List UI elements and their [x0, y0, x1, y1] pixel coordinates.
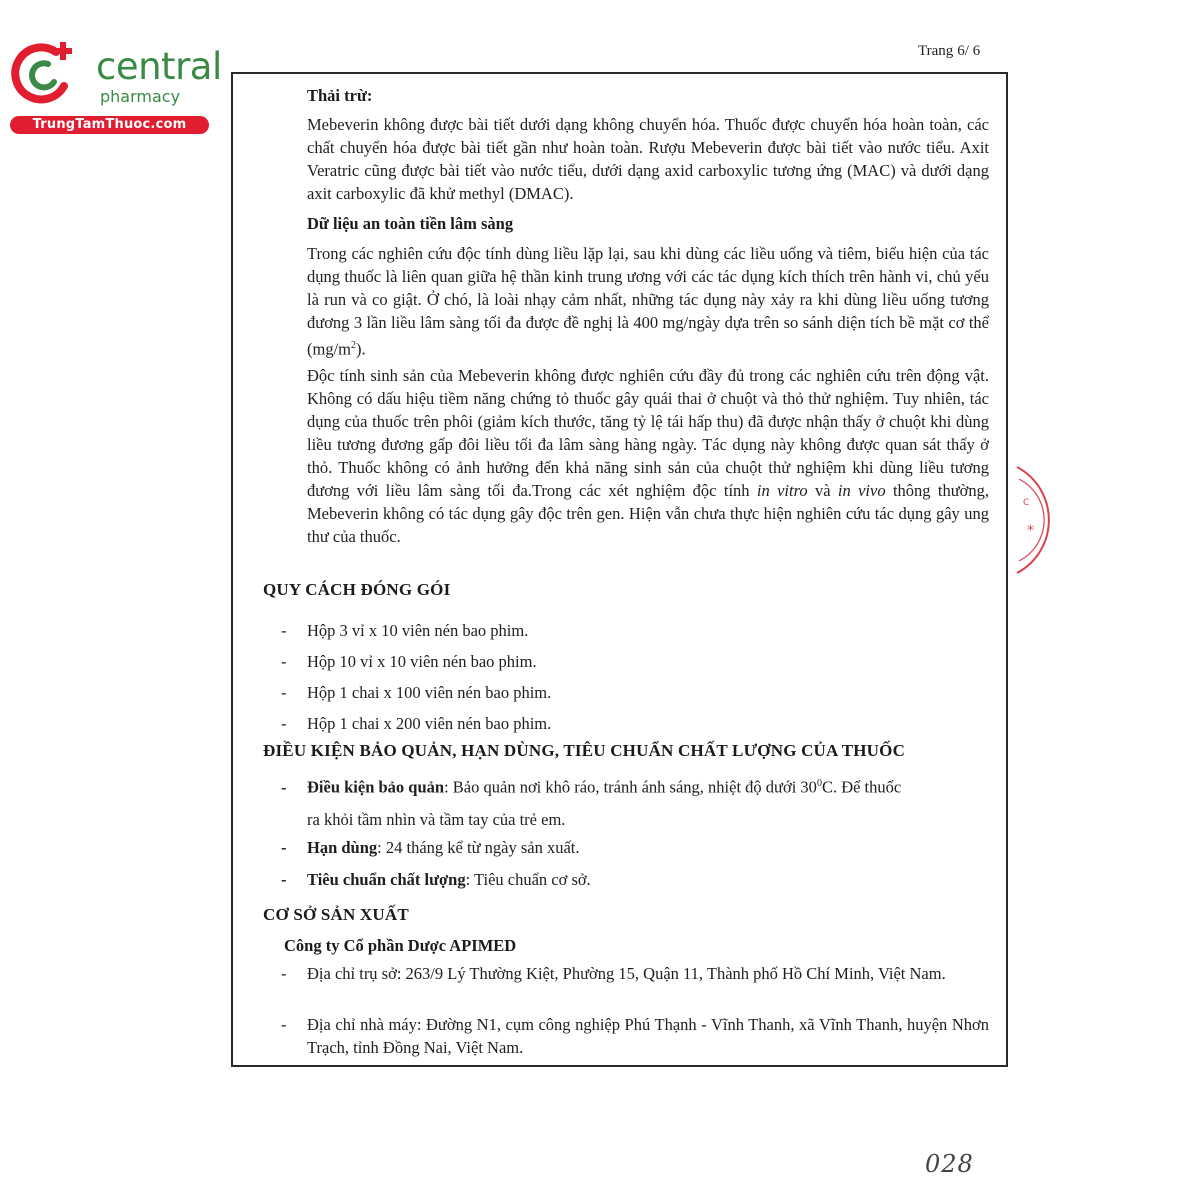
svg-text:*: * — [1027, 523, 1034, 539]
storage-condition-label: Điều kiện bảo quản — [307, 777, 445, 797]
page-number-label: Trang — [918, 43, 954, 59]
factory-address — [281, 1013, 989, 1059]
elimination-text: Mebeverin không được bài tiết dưới dạng không chuyển hóa. Thuốc được chuyển hóa hoàn toàn, các chất chuyển hóa được bài tiết gần như hoàn toàn. Rượu Mebeverin được bài tiết vào nước tiểu. Axit Veratric cũng được bài tiết vào nước tiểu, dưới dạng axid carboxylic tương ứng (MAC) và dưới dạng axit carboxylic đã khử methyl (DMAC). — [307, 115, 989, 203]
packaging-item-text: Hộp 1 chai x 200 viên nén bao phim. — [307, 714, 552, 733]
shelf-life-item — [281, 832, 989, 864]
list-dash: - — [281, 621, 287, 640]
superscript: 2 — [351, 340, 356, 351]
list-dash: - — [281, 652, 287, 671]
elimination-heading: Thải trừ: — [307, 86, 373, 105]
head-office-address-text: Địa chỉ trụ sở: 263/9 Lý Thường Kiệt, Phường 15, Quận 11, Thành phố Hồ Chí Minh, Việt Nam. — [307, 964, 946, 983]
packaging-heading: QUY CÁCH ĐÓNG GÓI — [263, 580, 451, 599]
shelf-life-text: : 24 tháng kể từ ngày sản xuất. — [377, 838, 580, 857]
packaging-item — [281, 650, 537, 673]
storage-condition-text: : Bảo quản nơi khô ráo, tránh ánh sáng, nhiệt độ dưới 30 — [444, 777, 817, 797]
preclinical-paragraph-2-text-c: thông thường, Mebeverin không có tác dụng gây độc trên gen. Hiện vẫn chưa thực hiện nghiên cứu tác dụng gây ung thư của thuốc. — [307, 481, 990, 546]
shelf-life-label: Hạn dùng — [307, 838, 378, 857]
preclinical-paragraph-1-text: Trong các nghiên cứu độc tính dùng liều lặp lại, sau khi dùng các liều uống và tiêm, biểu hiện của tác dụng thuốc là liên quan giữa hệ thần kinh trung ương với các tác dụng kích thích trên hành vi, chủ yếu là run và co giật. Ở chó, là loài nhạy cảm nhất, những tác dụng này xảy ra khi dùng liều uống tương đương 3 lần liều lâm sàng tối đa được đề nghị là 400 mg/ngày dựa trên so sánh diện tích bề mặt cơ thể (mg/m — [307, 244, 989, 359]
page-number — [918, 43, 980, 60]
list-dash: - — [281, 1015, 287, 1034]
preclinical-paragraph-2-text-a: Độc tính sinh sản của Mebeverin không được nghiên cứu đầy đủ trong các nghiên cứu trên động vật. Không có dấu hiệu tiềm năng chứng tỏ thuốc gây quái thai ở chuột và thỏ thử nghiệm. Tuy nhiên, tác dụng của thuốc trên phôi (giảm kích thước, tăng tỷ lệ tái hấp thu) đã được nhận thấy ở chuột khi dùng liều tương đương gấp đôi liều tối đa lâm sàng hàng ngày. Tác dụng này không được quan sát thấy ở thỏ. Thuốc không có ảnh hưởng đến khả năng sinh sản của chuột thử nghiệm khi dùng liều tương đương với liều lâm sàng tối đa.Trong các xét nghiệm độc tính — [307, 366, 989, 500]
in-vivo-term: in vivo — [837, 481, 886, 500]
packaging-item — [281, 712, 551, 735]
packaging-item-text: Hộp 3 vỉ x 10 viên nén bao phim. — [307, 621, 529, 640]
storage-condition-continuation: ra khỏi tầm nhìn và tầm tay của trẻ em. — [307, 809, 566, 829]
document-frame — [231, 72, 1008, 1067]
packaging-item-text: Hộp 1 chai x 100 viên nén bao phim. — [307, 683, 552, 702]
logo-brand-text: central — [96, 45, 222, 88]
preclinical-paragraph-1 — [307, 242, 989, 361]
manufacturer-company: Công ty Cổ phần Dược APIMED — [284, 936, 517, 955]
red-stamp-partial-icon — [1005, 465, 1065, 575]
quality-standard-text: : Tiêu chuẩn cơ sở. — [465, 870, 591, 889]
in-vitro-term: in vitro — [756, 481, 808, 500]
list-dash: - — [281, 683, 287, 702]
preclinical-paragraph-2 — [307, 364, 989, 548]
central-pharmacy-logo-icon — [10, 38, 92, 108]
degree-superscript: 0 — [816, 778, 822, 789]
quality-standard-label: Tiêu chuẩn chất lượng — [307, 870, 466, 889]
storage-heading: ĐIỀU KIỆN BẢO QUẢN, HẠN DÙNG, TIÊU CHUẨN CHẤT LƯỢNG CỦA THUỐC — [263, 741, 906, 760]
list-dash: - — [281, 870, 287, 889]
list-dash: - — [281, 777, 287, 797]
quality-standard-item — [281, 864, 989, 896]
preclinical-paragraph-2-text-b: và — [807, 481, 838, 500]
logo-website-banner[interactable]: TrungTamThuoc.com — [10, 116, 209, 134]
packaging-item — [281, 619, 528, 642]
list-dash: - — [281, 714, 287, 733]
handwritten-page-number: 028 — [925, 1150, 974, 1178]
packaging-item-text: Hộp 10 vỉ x 10 viên nén bao phim. — [307, 652, 537, 671]
logo-sub-text: pharmacy — [100, 87, 181, 106]
list-dash: - — [281, 838, 287, 857]
storage-condition-text-b: C. Để thuốc — [821, 777, 902, 797]
page-number-value: 6/ 6 — [957, 43, 981, 59]
manufacturer-heading: CƠ SỞ SẢN XUẤT — [263, 905, 409, 924]
list-dash: - — [281, 964, 287, 983]
storage-condition-item — [281, 768, 989, 836]
storage-condition-line — [281, 768, 989, 804]
svg-text:C: C — [1023, 498, 1030, 508]
factory-address-text: Địa chỉ nhà máy: Đường N1, cụm công nghiệp Phú Thạnh - Vĩnh Thanh, xã Vĩnh Thanh, huyện Nhơn Trạch, tỉnh Đồng Nai, Việt Nam. — [307, 1015, 989, 1057]
preclinical-paragraph-1-end: ). — [356, 339, 366, 359]
preclinical-heading: Dữ liệu an toàn tiền lâm sàng — [307, 214, 514, 233]
pharmacy-logo[interactable] — [10, 38, 222, 138]
packaging-item — [281, 681, 551, 704]
head-office-address — [281, 962, 989, 985]
